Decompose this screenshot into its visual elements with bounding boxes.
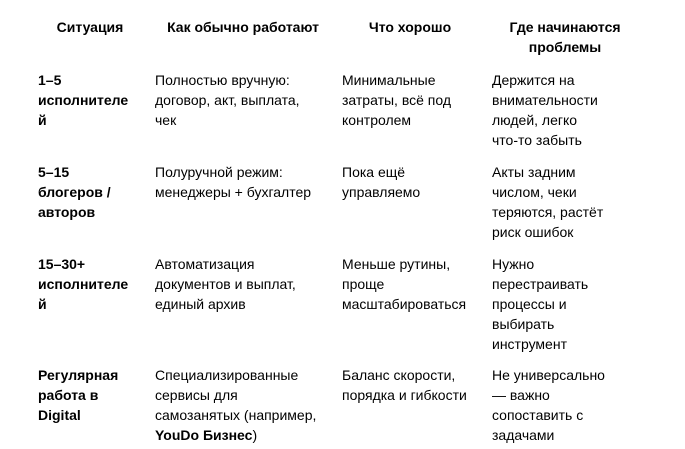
cell-problems: Нужно перестраивать процессы и выбирать инструмент — [492, 256, 589, 352]
cell-situation: 15–30+ исполнителе й — [38, 256, 129, 312]
cell-situation: 1–5 исполнителе й — [38, 72, 129, 128]
header-situation: Ситуация — [56, 19, 124, 35]
cell-situation: 5–15 блогеров / авторов — [38, 164, 111, 220]
cell-good: Минимальные затраты, всё под контролем — [342, 72, 452, 128]
cell-problems: Держится на внимательности людей, легко что-то забыть — [492, 72, 598, 148]
cell-situation: Регулярная работа в Digital — [38, 367, 119, 423]
cell-how-end: ) — [252, 427, 258, 443]
cell-how — [155, 365, 335, 445]
cell-how: Полуручной режим: менеджеры + бухгалтер — [155, 164, 312, 200]
header-how: Как обычно работают — [167, 19, 319, 35]
cell-how: Полностью вручную: договор, акт, выплата, чек — [155, 72, 300, 128]
cell-good: Пока ещё управляемо — [342, 164, 421, 200]
header-good: Что хорошо — [368, 19, 452, 35]
cell-good: Меньше рутины, проще масштабироваться — [342, 256, 467, 312]
cell-problems: Акты задним числом, чеки теряются, растёт риск ошибок — [492, 164, 604, 240]
cell-good: Баланс скорости, порядка и гибкости — [342, 367, 467, 403]
cell-how: Автоматизация документов и выплат, единый архив — [155, 256, 296, 312]
cell-how-text: Специализированные сервисы для самозанятых (например, — [155, 367, 317, 423]
brand-name: YouDo Бизнес — [155, 427, 253, 443]
cell-problems: Не универсально — важно сопоставить с задачами — [492, 367, 605, 443]
header-problems: Где начинаются проблемы — [509, 19, 621, 55]
